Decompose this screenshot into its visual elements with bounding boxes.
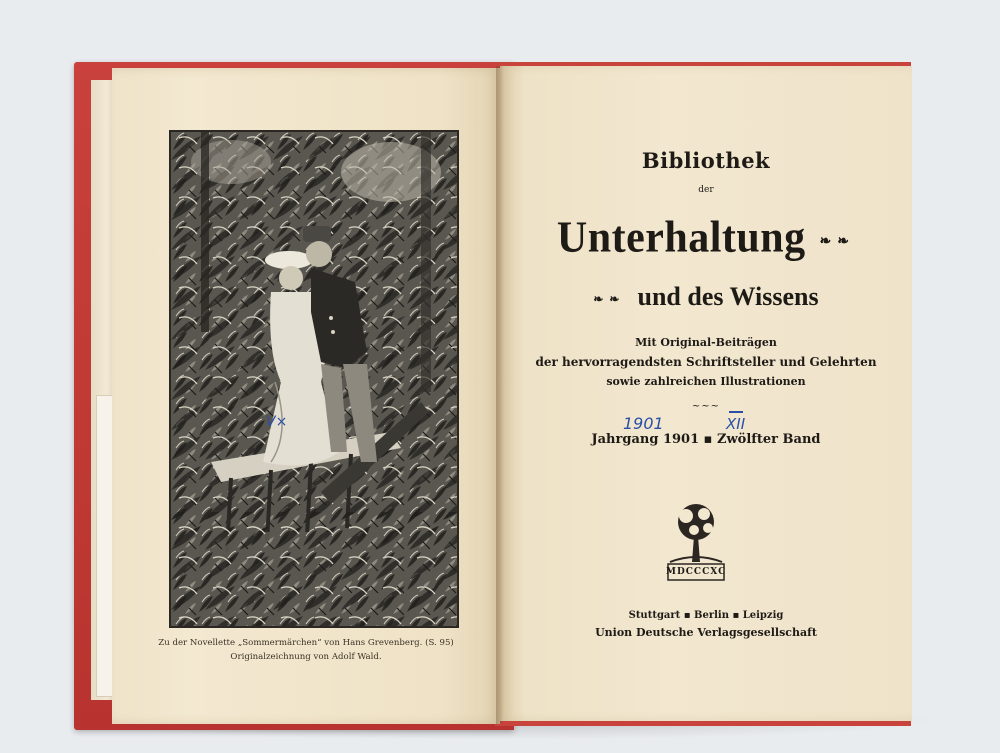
publisher-logo-text: MDCCCXC [666, 567, 727, 577]
subtitle-line-3: sowie zahlreichen Illustrationen [606, 375, 806, 388]
title-wissens-text: und des Wissens [637, 282, 819, 311]
handwritten-volume: XII [726, 415, 746, 433]
illustration-credit: Originalzeichnung von Adolf Wald. [230, 652, 382, 662]
publisher-cities: Stuttgart ▪ Berlin ▪ Leipzig [628, 610, 784, 621]
title-unterhaltung [500, 213, 912, 263]
volume-separator: ▪ [703, 432, 713, 447]
title-der: der [698, 185, 714, 195]
title-bibliothek: Bibliothek [641, 148, 771, 173]
band-text: Zwölfter Band [717, 432, 821, 447]
handwritten-overline [729, 411, 743, 413]
jahrgang-text: Jahrgang 1901 [591, 432, 700, 447]
engraving-couple-in-garden [171, 132, 457, 626]
subtitle-line-1: Mit Original-Beiträgen [635, 336, 777, 349]
subtitle-line-2: der hervorragendsten Schriftsteller und Gelehrten [535, 355, 877, 369]
publisher-name: Union Deutsche Verlagsgesellschaft [595, 626, 817, 639]
handwritten-pencil-mark: V× [266, 414, 288, 430]
leaf-ornament-icon: ❧❧ [819, 233, 856, 250]
volume-line [500, 432, 912, 447]
leaf-ornament-icon: ❧❧ [593, 291, 626, 306]
frontispiece-illustration [169, 130, 459, 628]
handwritten-year: 1901 [623, 414, 664, 433]
title-und-des-wissens [500, 282, 912, 312]
title-unterhaltung-text: Unterhaltung [556, 213, 806, 263]
publisher-tree-logo-icon [664, 500, 728, 592]
illustration-caption: Zu der Novellette „Sommermärchen“ von Hans Grevenberg. (S. 95) [158, 638, 454, 648]
decorative-rule: ~~~ [691, 401, 721, 412]
